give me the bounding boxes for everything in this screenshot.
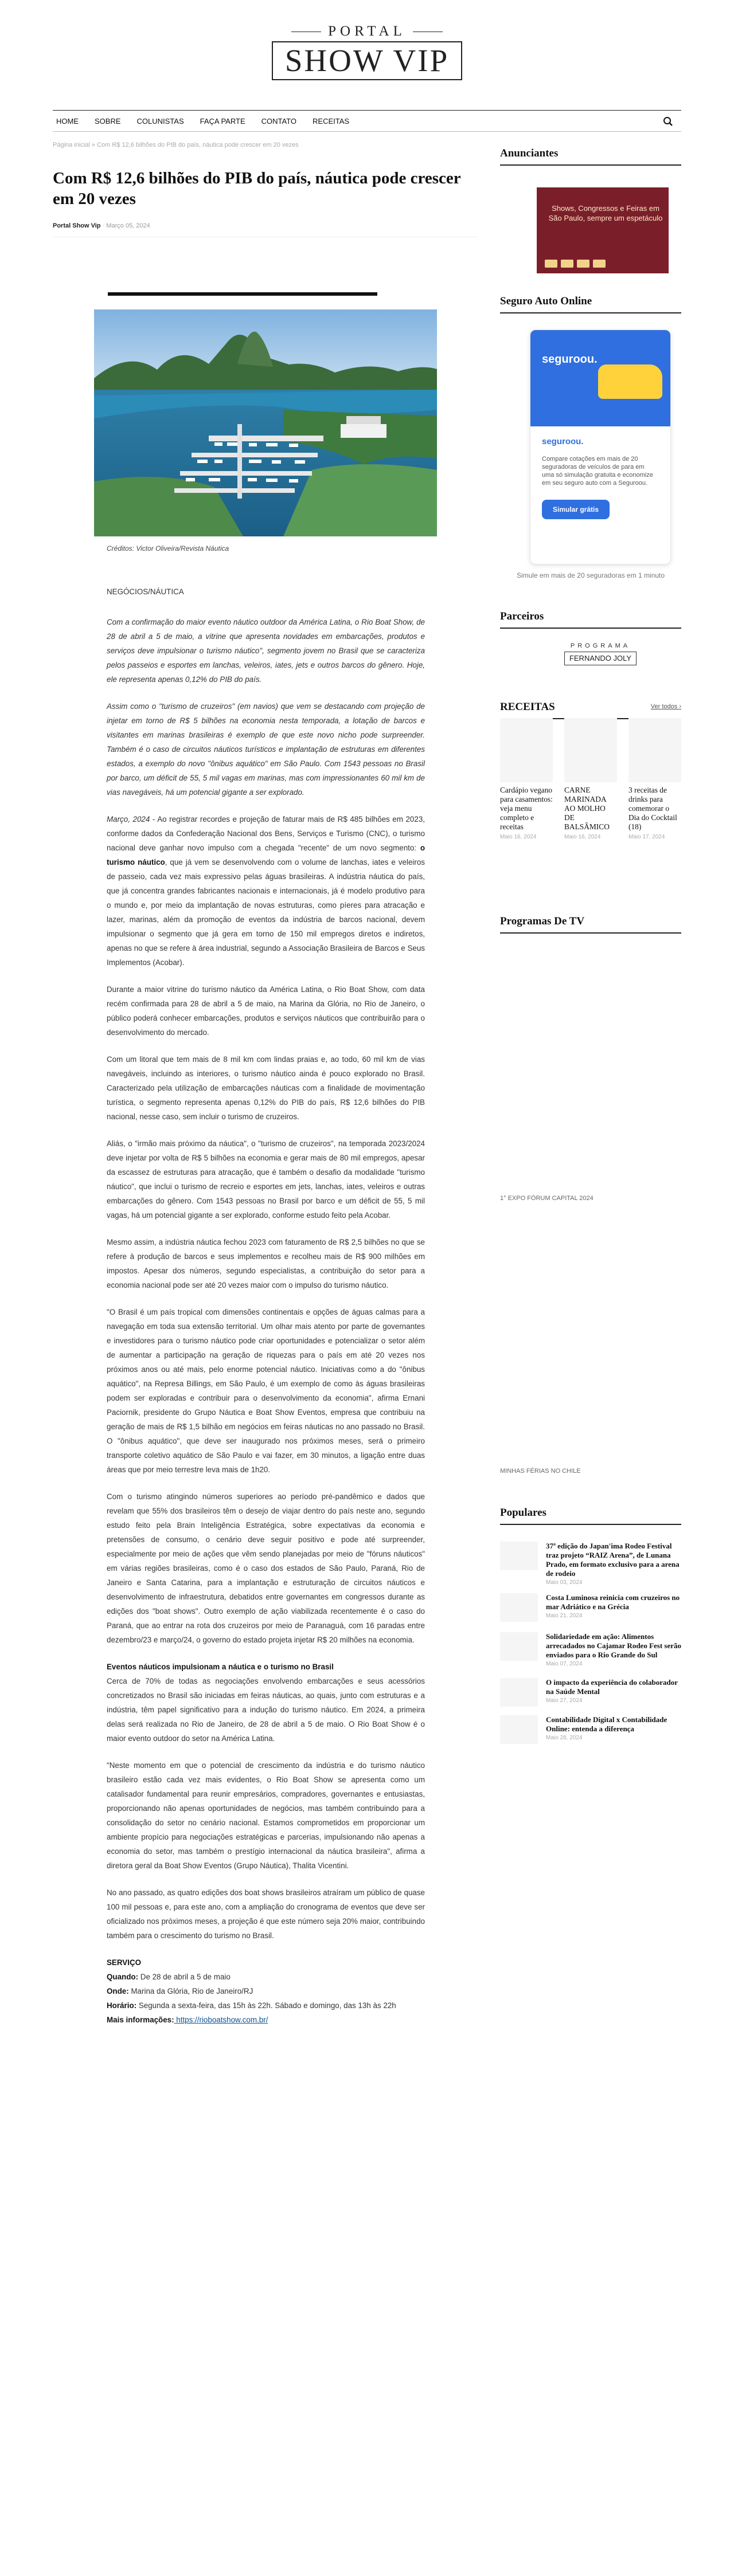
popular-item[interactable]: [500, 1632, 681, 1667]
simulate-button[interactable]: Simular grátis: [542, 500, 610, 519]
nav-sobre[interactable]: SOBRE: [95, 116, 121, 126]
popular-title: Costa Luminosa reinicia com cruzeiros no mar Adriático e na Grécia: [546, 1593, 680, 1611]
nav-contato[interactable]: CONTATO: [261, 116, 297, 126]
insurance-note: Simule em mais de 20 seguradoras em 1 minuto: [516, 571, 665, 579]
recipe-date: Maio 16, 2024: [500, 834, 537, 840]
widget-title-receitas: RECEITAS: [500, 701, 681, 719]
recipe-title: CARNE MARINADA AO MOLHO DE BALSÂMICO: [564, 786, 610, 831]
popular-thumbnail: [500, 1678, 538, 1707]
nav-faca-parte[interactable]: FAÇA PARTE: [200, 116, 245, 126]
popular-date: Maio 21, 2024: [546, 1613, 583, 1619]
post-meta: Portal Show Vip - Março 05, 2024: [53, 222, 150, 229]
recipe-thumbnail: [564, 718, 617, 782]
partner-top-text: PROGRAMA: [570, 642, 631, 649]
widget-title-populares: Populares: [500, 1507, 681, 1525]
nav-receitas[interactable]: RECEITAS: [313, 116, 350, 126]
insurance-brand: seguroou.: [542, 437, 584, 446]
site-header: [0, 0, 734, 97]
service-list: [107, 1970, 425, 2027]
tv-item[interactable]: MINHAS FÉRIAS NO CHILE: [500, 1468, 581, 1475]
post-date: Março 05, 2024: [106, 222, 150, 229]
recipe-card[interactable]: [500, 718, 553, 840]
popular-title: Solidariedade em ação: Alimentos arrecadados no Cajamar Rodeo Fest serão enviados para o Rio Grande do Sul: [546, 1632, 682, 1659]
paragraph-text: - Ao registrar recordes e projeção de faturar mais de R$ 485 bilhões em 2023, conforme dados da Confederação Nacional dos Bens, Serviços e Turismo (CNC), o turismo nacional deve ganhar novo impulso com a chegada "recente" de um novo segmento:: [107, 815, 425, 852]
logo-top-text: PORTAL: [272, 23, 462, 40]
recipe-title: Cardápio vegano para casamentos: veja menu completo e receitas: [500, 786, 553, 831]
service-label: Mais informações:: [107, 2016, 174, 2024]
breadcrumb[interactable]: Página inicial » Com R$ 12,6 bilhões do PIB do país, náutica pode crescer em 20 vezes: [53, 142, 299, 148]
service-value: Marina da Glória, Rio de Janeiro/RJ: [128, 1987, 253, 1995]
popular-date: Maio 28, 2024: [546, 1735, 583, 1741]
paragraph-bold: o turismo náutico: [107, 844, 425, 866]
advertiser-banner[interactable]: [537, 187, 669, 273]
paragraph: Com um litoral que tem mais de 8 mil km com lindas praias e, ao todo, 60 mil km de vias navegáveis, incluindo as interiores, o turismo náutico ainda é pouco explorado no Brasil. Caracterizado pela utilização de embarcações náuticas com a finalidade de movimentação turística, o segmento representa apenas 0,12% do PIB do país, R$ 12,6 bilhões do PIB nacional, nesse caso, sem incluir o turismo de cruzeiros.: [107, 1055, 425, 1121]
paragraph: No ano passado, as quatro edições dos boat shows brasileiros atraíram um público de quase 100 mil pessoas e, para este ano, com a ampliação do cronograma de eventos que deve ser oficializado nos próximos meses, a projeção é que este número seja 20% maior, contribuindo também para o crescimento do turismo no Brasil.: [107, 1888, 425, 1940]
recipe-date: Maio 16, 2024: [564, 834, 601, 840]
popular-thumbnail: [500, 1715, 538, 1744]
service-label: Onde:: [107, 1987, 129, 1995]
service-item: [107, 1984, 425, 1998]
nav-colunistas[interactable]: COLUNISTAS: [136, 116, 184, 126]
recipe-card[interactable]: [628, 718, 681, 840]
logo-main-text: SHOW VIP: [272, 41, 462, 80]
tv-item[interactable]: 1° EXPO FÓRUM CAPITAL 2024: [500, 1195, 594, 1202]
recipe-date: Maio 17, 2024: [628, 834, 665, 840]
paragraph: Cerca de 70% de todas as negociações envolvendo embarcações e seus acessórios concretizados no Brasil são iniciadas em feiras náuticas, ao quais, junto com estruturas e a indústria, têm papel significativo para a indução do turismo náutico. Em 2024, a primeira delas será realizada no Rio de Janeiro, de 28 de abril a 5 de maio. O Rio Boat Show é o maior evento outdoor do setor na América Latina.: [107, 1677, 425, 1743]
service-label: Horário:: [107, 2001, 137, 2010]
popular-thumbnail: [500, 1593, 538, 1622]
popular-date: Maio 07, 2024: [546, 1661, 583, 1667]
service-link[interactable]: https://rioboatshow.com.br/: [174, 2016, 268, 2024]
article-kicker: NEGÓCIOS/NÁUTICA: [107, 587, 184, 596]
recipe-thumbnail: [500, 718, 553, 782]
service-title: SERVIÇO: [107, 1958, 142, 1967]
article-header: [53, 140, 477, 229]
popular-date: Maio 03, 2024: [546, 1579, 583, 1586]
popular-title: 37ª edição do Japan'ima Rodeo Festival traz projeto “RAIZ Arena”, de Lunana Prado, em formato exclusivo para a arena de rodeio: [546, 1542, 680, 1578]
car-icon: [598, 364, 662, 399]
service-item: [107, 2013, 425, 2027]
popular-item[interactable]: [500, 1678, 681, 1712]
widget-title-parceiros: Parceiros: [500, 610, 681, 629]
insurance-card[interactable]: [530, 330, 671, 564]
nav-home[interactable]: HOME: [56, 116, 79, 126]
search-icon[interactable]: [663, 116, 673, 127]
partner-logo[interactable]: [564, 642, 637, 677]
recipe-card[interactable]: [564, 718, 617, 840]
insurance-text: Compare cotações em mais de 20 seguradoras de veículos de para em uma só simulação gratuita e economize em seu seguro auto com a Seguroou.: [542, 456, 653, 487]
popular-thumbnail: [500, 1542, 538, 1570]
popular-thumbnail: [500, 1632, 538, 1661]
post-author[interactable]: Portal Show Vip: [53, 222, 101, 229]
paragraph: [107, 812, 425, 970]
paragraph: "Neste momento em que o potencial de crescimento da indústria e do turismo náutico brasileiro estão cada vez mais evidentes, o Rio Boat Show se apresenta como um catalisador fundamental para reunir empresários, compradores, governantes e entusiastas, proporcionando não apenas oportunidades de negócios, mas também contribuindo para a consolidação do setor no cenário nacional. Estamos comprometidos em proporcionar um ambiente propício para negociações estratégicas e parcerias, impulsionando não apenas a economia do setor, mas também o prestígio internacional da náutica brasileira", afirma a diretora geral da Boat Show Eventos (Grupo Náutica), Thalita Vicentini.: [107, 1761, 425, 1870]
paragraph: Com a confirmação do maior evento náutico outdoor da América Latina, o Rio Boat Show, de 28 de abril a 5 de maio, a vitrine que apresenta novidades em embarcações, produtos e serviços deve impulsionar o turismo náutico", segmento jovem no Brasil que se caracteriza pelos passeios e esportes em lanchas, veleiros, iates, jets e outros barcos do gênero. Hoje, ele representa apenas 0,12% do PIB do país.: [107, 618, 425, 684]
widget-title-tv: Programas De TV: [500, 915, 681, 934]
image-caption: Créditos: Victor Oliveira/Revista Náutica: [107, 544, 229, 552]
service-item: [107, 1970, 425, 1984]
ad-logos: [545, 260, 606, 268]
article-text: [107, 585, 425, 2027]
popular-title: Contabilidade Digital x Contabilidade Online: entenda a diferença: [546, 1715, 667, 1733]
article-image: [94, 309, 437, 536]
popular-item[interactable]: [500, 1715, 681, 1750]
popular-item[interactable]: [500, 1593, 681, 1628]
partner-name: FERNANDO JOLY: [564, 652, 637, 665]
see-all-link[interactable]: Ver todos ›: [650, 703, 681, 710]
marina-photo: [94, 309, 437, 536]
service-value: Segunda a sexta-feira, das 15h às 22h. Sábado e domingo, das 13h às 22h: [136, 2001, 396, 2010]
paragraph: "O Brasil é um país tropical com dimensões continentais e opções de águas calmas para a navegação em toda sua extensão territorial. Um olhar mais atento por parte de governantes e investidores para o turismo náutico pode criar oportunidades e potencializar o setor além de aumentar a participação na geração de riquezas para o país em até 20 vezes nos próximos anos ou até mais, pelo enorme potencial náutico. Iniciativas como a do "ônibus aquático", na Represa Billings, em São Paulo, é um exemplo de como às águas brasileiras podem ser exploradas e contribuir para o desenvolvimento da economia", afirma Ernani Paciornik, presidente do Grupo Náutica e Boat Show Eventos, empresa que contribuiu na geração de mais de R$ 1,5 bilhão em negócios em feiras náuticas no ano passado no Brasil. O "ônibus aquático", que deve ser inaugurado nos próximos meses, será o primeiro transporte coletivo aquático de São Paulo e vai fazer, em 30 minutos, a ligação entre duas áreas que por meio terrestre leva mais de 1h20.: [107, 1308, 425, 1474]
popular-date: Maio 27, 2024: [546, 1697, 583, 1704]
widget-title-seguro: Seguro Auto Online: [500, 295, 681, 313]
section-heading: Eventos náuticos impulsionam a náutica e o turismo no Brasil: [107, 1663, 334, 1671]
popular-item[interactable]: [500, 1542, 681, 1586]
paragraph: Aliás, o "irmão mais próximo da náutica", o "turismo de cruzeiros", na temporada 2023/2024 deve injetar por volta de R$ 5 bilhões na economia e gerar mais de 80 mil empregos, apesar da escassez de estruturas para atracação, que é também o desafio da modalidade "turismo náutico", que inclui o turismo de recreio e esportes em jets, lanchas, iates, veleiros e outras embarcações do gênero. Com 1543 pessoas no Brasil por barco e um déficit de 55, 5 mil vagas, há um potencial gigante a ser explorado, conforme estudo feito pela Acobar.: [107, 1139, 425, 1220]
ad-text: Shows, Congressos e Feiras em São Paulo, sempre um espetáculo: [548, 204, 663, 222]
main-nav: [53, 110, 681, 132]
insurance-logo: seguroou.: [542, 353, 598, 366]
decorative-bar: [108, 292, 377, 296]
paragraph: Com o turismo atingindo números superiores ao período pré-pandêmico e dados que revelam que 55% dos brasileiros têm o desejo de viajar dentro do país neste ano, segundo estudo feito pela Brain Inteligência Estratégica, sobre expectativas da economia e pretensões de consumo, o cenário deve seguir positivo e pode até surpreender, especialmente por meio de ações que vêm sendo planejadas por meio de "fóruns náuticos" em várias regiões brasileiras, como é o caso dos estados de São Paulo, Paraná, Rio de Janeiro e Santa Catarina, para a implantação e estruturação de circuitos náuticos e desenvolvimento de infraestrutura, debatidos entre governantes em congressos durante as edições dos "boat shows". Outro exemplo de ação viabilizada recentemente é o caso do Paraná, que ao entrar na rota dos cruzeiros por meio de Paranaguá, com 16 paradas entre dezembro/23 e março/24, o governo do estado projeta injetar R$ 20 milhões na economia.: [107, 1492, 425, 1644]
page-title: Com R$ 12,6 bilhões do PIB do país, náutica pode crescer em 20 vezes: [53, 169, 461, 208]
site-logo[interactable]: [272, 23, 462, 81]
service-value: De 28 de abril a 5 de maio: [138, 1973, 231, 1981]
service-label: Quando:: [107, 1973, 139, 1981]
paragraph: Durante a maior vitrine do turismo náutico da América Latina, o Rio Boat Show, com data recém confirmada para 28 de abril a 5 de maio, na Marina da Glória, no Rio de Janeiro, o público poderá conhecer embarcações, produtos e serviços náuticos que contribuirão para o desenvolvimento do mercado.: [107, 985, 425, 1037]
paragraph-date: Março, 2024: [107, 815, 150, 824]
recipe-title: 3 receitas de drinks para comemorar o Dia do Cocktail (18): [628, 786, 677, 831]
paragraph-text: , que já vem se desenvolvendo com o volume de lanchas, iates e veleiros de passeio, cada vez mais expressivo pelas águas brasileiras. A indústria náutica do país, que já concentra grandes fabricantes nacionais e internacionais, já é modelo produtivo para o mundo e, por meio da implantação de novas estruturas, como píeres para atracação e lazer, marinas, além da promoção de eventos da indústria de barcos nacional, devem impulsionar o segmento que já gera em torno de 150 mil empregos diretos e indiretos, apenas no que se refere à área industrial, segundo a Associação Brasileira de Barcos e Seus Implementos (Acobar).: [107, 858, 425, 967]
recipe-thumbnail: [628, 718, 681, 782]
widget-title-anunciantes: Anunciantes: [500, 147, 681, 166]
service-item: [107, 1998, 425, 2013]
popular-title: O impacto da experiência do colaborador na Saúde Mental: [546, 1678, 678, 1696]
paragraph: Mesmo assim, a indústria náutica fechou 2023 com faturamento de R$ 2,5 bilhões no que se refere à produção de barcos e seus implementos e recolheu mais de R$ 900 milhões em impostos. Apesar dos números, segundo especialistas, a contribuição do setor para a economia nacional pode ser até 20 vezes maior com o impulso do turismo náutico.: [107, 1238, 425, 1289]
paragraph: Assim como o "turismo de cruzeiros" (em navios) que vem se destacando com projeção de injetar em torno de R$ 5 bilhões na economia nesta temporada, a lotação de barcos e visitantes em marinas brasileiras é exemplo de que este novo nicho pode surpreender. Também é o caso de circuitos náuticos turísticos e implantação de estruturas em diferentes estados, a exemplo do novo "ônibus aquático" em São Paulo. Com 1543 pessoas no Brasil por barco, um déficit de 55, 5 mil vagas em marinas, mas com impressionantes 60 mil km de vias navegáveis, há um potencial gigante a ser explorado.: [107, 702, 425, 797]
